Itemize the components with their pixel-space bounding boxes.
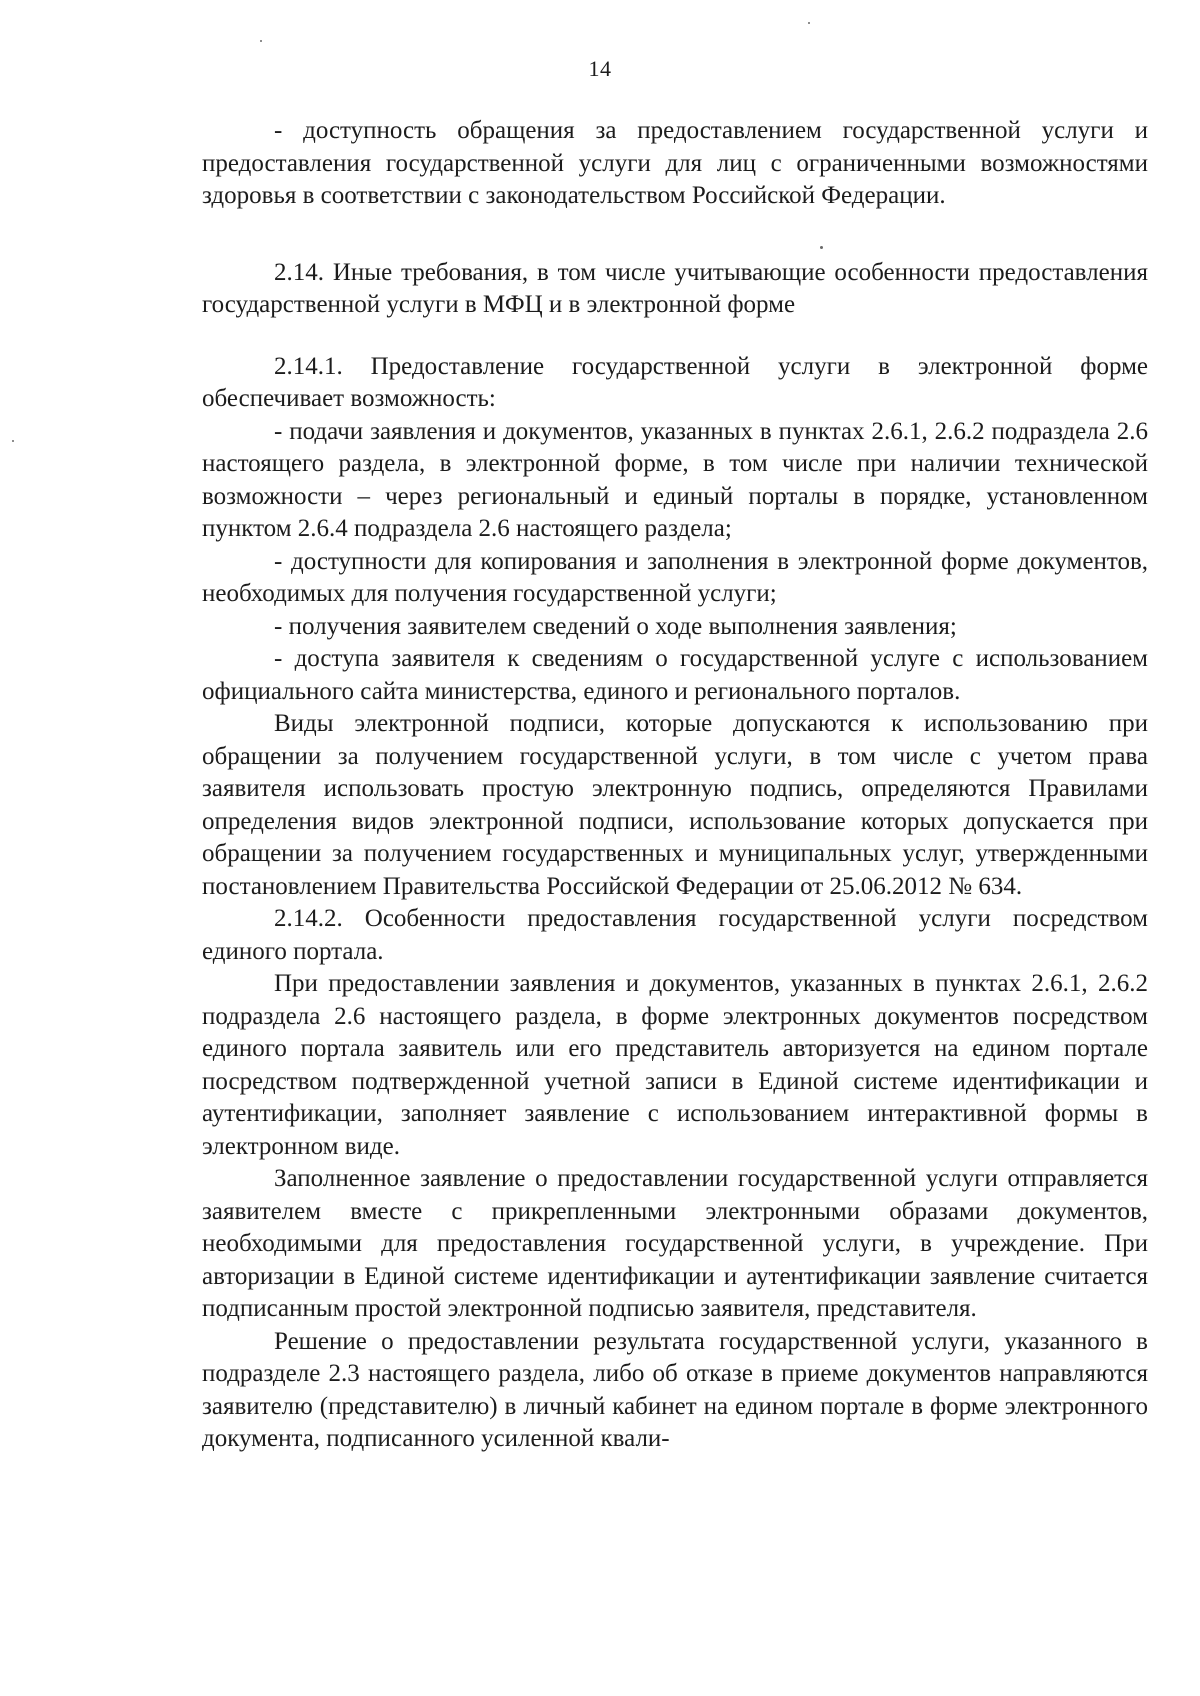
list-item-access: - доступа заявителя к сведениям о государственной услуге с использованием официального сайта министерства, единого и регионального порталов.	[202, 645, 1148, 705]
paragraph-accessibility: - доступность обращения за предоставлением государственной услуги и предоставления государственной услуги для лиц с ограниченными возможностями здоровья в соответствии с законодательством Российской Федерации.	[202, 117, 1148, 209]
section-heading-2-14: 2.14. Иные требования, в том числе учитывающие особенности предоставления государственной услуги в МФЦ и в электронной форме	[202, 258, 1148, 318]
scan-speck	[820, 246, 823, 249]
page-number: 14	[588, 56, 612, 81]
paragraph-decision: Решение о предоставлении результата государственной услуги, указанного в подразделе 2.3 настоящего раздела, либо об отказе в приеме документов направляются заявителю (представителю) в личный кабинет на едином портале в форме электронного документа, подписанного усиленной квали-	[202, 1327, 1148, 1452]
scan-speck	[808, 22, 810, 24]
paragraph-signature-types: Виды электронной подписи, которые допускаются к использованию при обращении за получением государственной услуги, в том числе с учетом права заявителя использовать простую электронную подпись, определяются Правилами определения видов электронной подписи, использование которых допускается при обращении за получением государственных и муниципальных услуг, утвержденными постановлением Правительства Российской Федерации от 25.06.2012 № 634.	[202, 710, 1148, 900]
paragraph-portal-auth: При предоставлении заявления и документов, указанных в пунктах 2.6.1, 2.6.2 подраздела 2.6 настоящего раздела, в форме электронных документов посредством единого портала заявитель или его представитель авторизуется на едином портале посредством подтвержденной учетной записи в Единой системе идентификации и аутентификации, заполняет заявление с использованием интерактивной формы в электронном виде.	[202, 970, 1148, 1160]
list-item-submission: - подачи заявления и документов, указанных в пунктах 2.6.1, 2.6.2 подраздела 2.6 настоящего раздела, в электронной форме, в том числе при наличии технической возможности – через региональный и единый порталы в порядке, установленном пунктом 2.6.4 подраздела 2.6 настоящего раздела;	[202, 417, 1148, 542]
scan-speck	[260, 40, 262, 42]
list-item-status: - получения заявителем сведений о ходе выполнения заявления;	[274, 612, 957, 640]
list-item-copying: - доступности для копирования и заполнения в электронной форме документов, необходимых для получения государственной услуги;	[202, 547, 1148, 607]
paragraph-2-14-2: 2.14.2. Особенности предоставления государственной услуги посредством единого портала.	[202, 905, 1148, 965]
scan-speck	[12, 440, 14, 442]
paragraph-submission: Заполненное заявление о предоставлении государственной услуги отправляется заявителем вместе с прикрепленными электронными образами документов, необходимыми для предоставления государственной услуги, в учреждение. При авторизации в Единой системе идентификации и аутентификации заявление считается подписанным простой электронной подписью заявителя, представителя.	[202, 1165, 1148, 1322]
document-body	[202, 115, 1148, 1456]
paragraph-2-14-1: 2.14.1. Предоставление государственной услуги в электронной форме обеспечивает возможность:	[202, 352, 1148, 412]
